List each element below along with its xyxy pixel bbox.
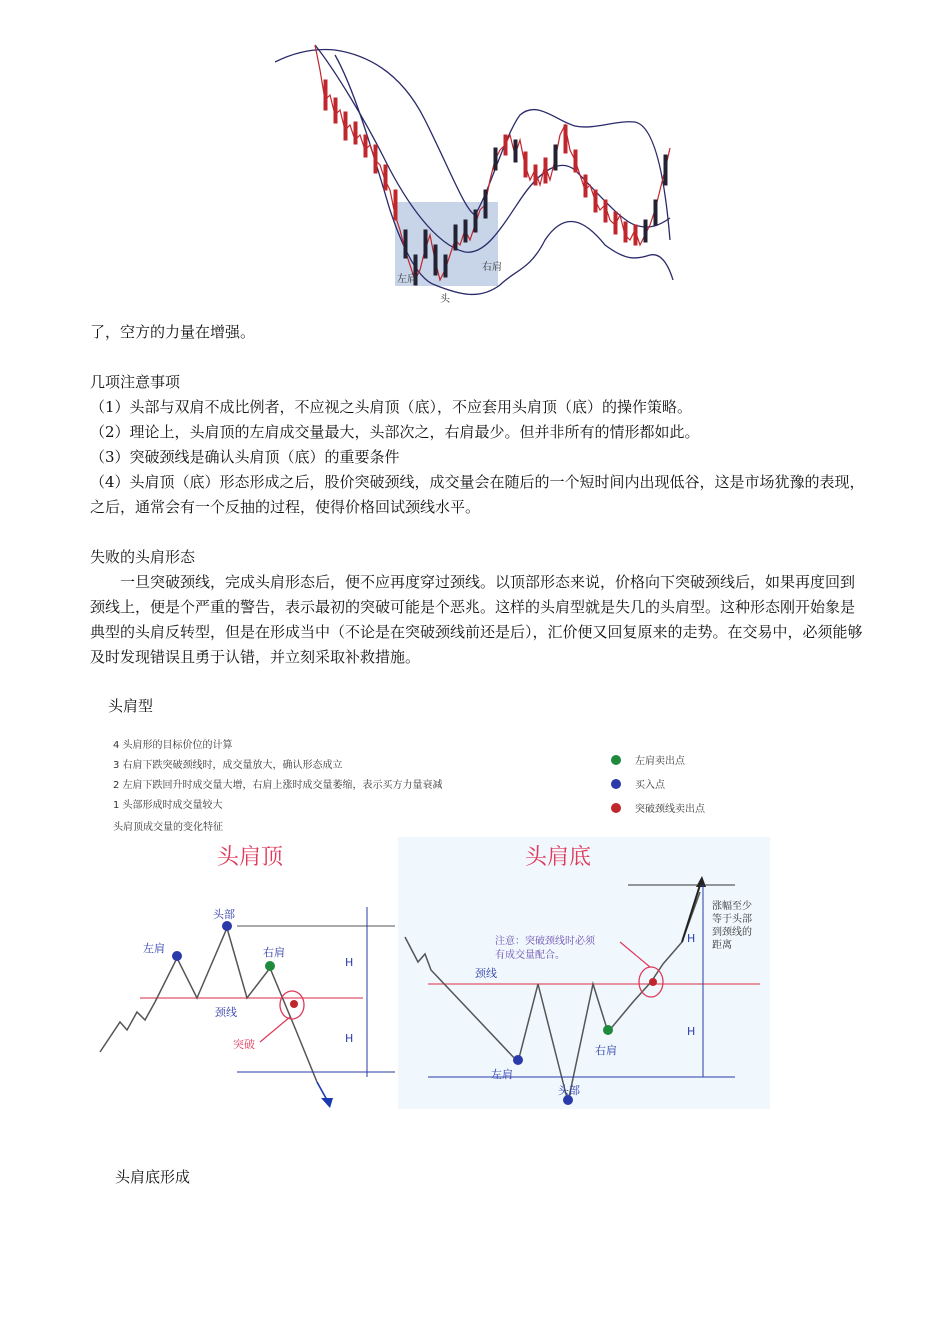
hsb-caption: 头肩底形成 — [115, 1168, 191, 1186]
note-item-3: （3）突破颈线是确认头肩顶（底）的重要条件 — [90, 448, 400, 466]
candlestick-chart — [275, 40, 680, 308]
svg-text:颈线: 颈线 — [215, 1006, 237, 1019]
svg-text:H: H — [687, 932, 696, 945]
svg-text:1 头部形成时成交量较大: 1 头部形成时成交量较大 — [113, 800, 223, 811]
svg-text:头部: 头部 — [558, 1084, 580, 1097]
note-item-4: （4）头肩顶（底）形态形成之后，股价突破颈线，成交量会在随后的一个短时间内出现低谷，这是市场犹豫的表现，之后，通常会有一个反抽的过程，使得价格回试颈线水平。 — [90, 473, 865, 516]
svg-text:头部: 头部 — [213, 908, 235, 921]
top-pattern — [100, 907, 395, 1108]
svg-text:头肩顶成交量的变化特征: 头肩顶成交量的变化特征 — [113, 822, 223, 833]
label-left-shoulder: 左肩 — [397, 274, 417, 285]
svg-text:4 头肩形的目标价位的计算: 4 头肩形的目标价位的计算 — [113, 740, 233, 751]
intro-tail: 了，空方的力量在增强。 — [90, 323, 256, 341]
failed-heading: 失败的头肩形态 — [90, 548, 196, 566]
svg-text:买入点: 买入点 — [635, 780, 665, 791]
svg-text:右肩: 右肩 — [595, 1044, 617, 1057]
label-right-shoulder: 右肩 — [482, 262, 502, 273]
failed-paragraph: 一旦突破颈线，完成头肩形态后，便不应再度穿过颈线。以顶部形态来说，价格向下突破颈线后，如果再度回到颈线上，便是个严重的警告，表示最初的突破可能是个恶兆。这样的头肩型就是失几的头肩型。这种形态刚开始象是典型的头肩反转型，但是在形成当中（不论是在突破颈线前还是后），汇价便又回复原来的走势。在交易中，必须能够及时发现错误且勇于认错，并立刻采取补救措施。 — [90, 573, 863, 666]
note-item-2: （2）理论上，头肩顶的左肩成交量最大，头部次之，右肩最少。但并非所有的情形都如此。 — [90, 423, 700, 441]
svg-text:左肩: 左肩 — [143, 942, 165, 955]
svg-text:2 左肩下跌回升时成交量大增，右肩上涨时成交量萎缩，表示买: 2 左肩下跌回升时成交量大增，右肩上涨时成交量萎缩，表示买方力量衰减 — [113, 780, 443, 791]
label-head: 头 — [440, 294, 450, 305]
svg-text:注意：突破颈线时必须: 注意：突破颈线时必须 — [495, 936, 595, 947]
bottom-side-text: 涨幅至少等于头部到颈线的距离 — [712, 901, 752, 951]
notes-heading: 几项注意事项 — [90, 373, 181, 391]
note-item-1: （1）头部与双肩不成比例者，不应视之头肩顶（底），不应套用头肩顶（底）的操作策略。 — [90, 398, 693, 416]
svg-text:H: H — [345, 956, 354, 969]
svg-text:左肩: 左肩 — [491, 1068, 513, 1081]
head-shoulders-diagram — [95, 732, 775, 1112]
svg-text:突破颈线卖出点: 突破颈线卖出点 — [635, 804, 705, 815]
bottom-panel-bg — [398, 837, 770, 1109]
title-top: 头肩顶 — [217, 845, 284, 870]
svg-text:3 右肩下跌突破颈线时，成交量放大，确认形态成立: 3 右肩下跌突破颈线时，成交量放大，确认形态成立 — [113, 760, 343, 771]
svg-text:H: H — [687, 1025, 696, 1038]
svg-text:左肩卖出点: 左肩卖出点 — [635, 756, 685, 767]
svg-text:H: H — [345, 1032, 354, 1045]
svg-text:突破: 突破 — [233, 1038, 255, 1051]
svg-text:有成交量配合。: 有成交量配合。 — [495, 950, 565, 961]
diagram-legend — [113, 738, 706, 833]
hs-caption: 头肩型 — [108, 697, 154, 715]
title-bottom: 头肩底 — [525, 845, 592, 870]
svg-text:右肩: 右肩 — [263, 946, 285, 959]
svg-text:颈线: 颈线 — [475, 967, 497, 980]
